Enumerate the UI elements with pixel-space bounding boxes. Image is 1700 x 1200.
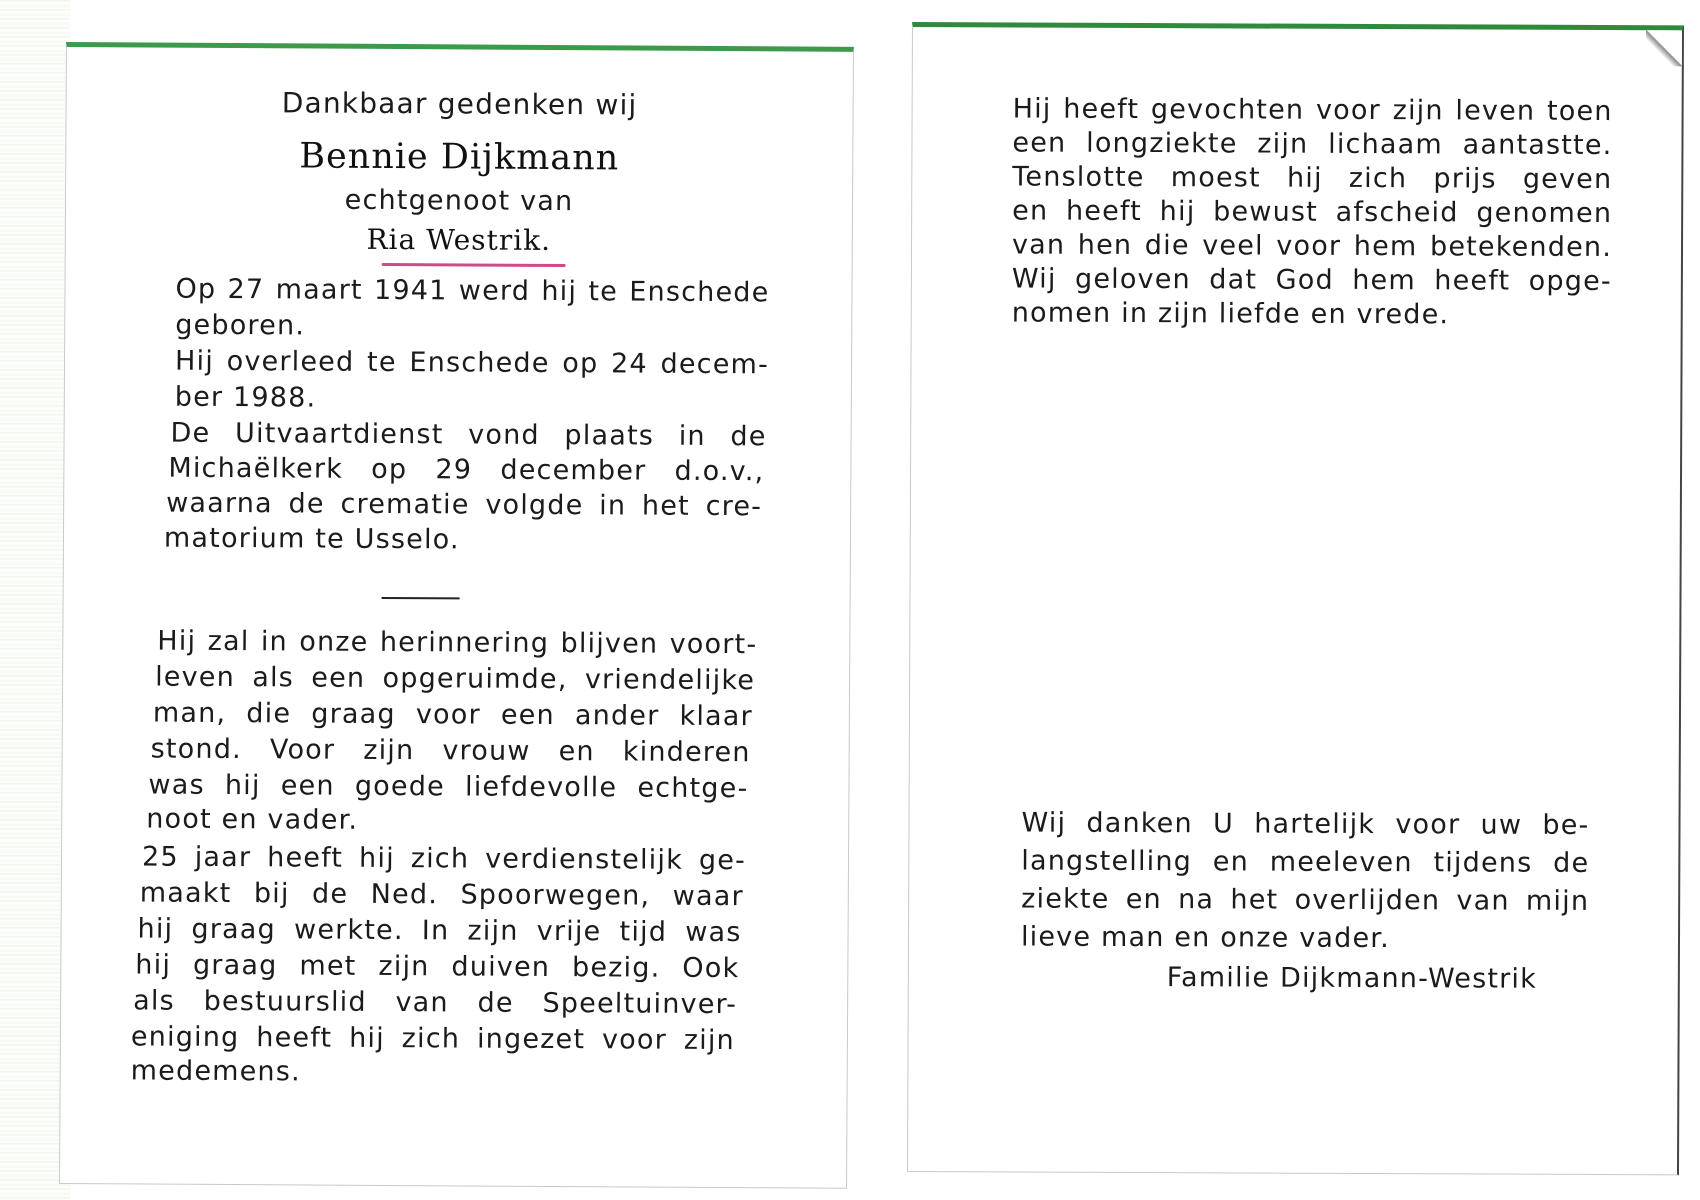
illness-paragraph <box>913 27 1682 331</box>
bio-line: De Uitvaartdienst vond plaats in de <box>170 417 767 453</box>
bio-line: ber 1988. <box>174 381 317 414</box>
remembrance-line: medemens. <box>130 1055 301 1088</box>
bio-line: Hij overleed te Enschede op 24 decem- <box>174 345 770 381</box>
remembrance-line: man, die graag voor een ander klaar <box>152 697 753 733</box>
section-divider <box>382 597 460 599</box>
remembrance-line: maakt bij de Ned. Spoorwegen, waar <box>139 877 744 913</box>
spouse-underline <box>382 263 566 267</box>
remembrance-line: als bestuurslid van de Speeltuinver- <box>133 985 738 1021</box>
remembrance-line: stond. Voor zijn vrouw en kinderen <box>150 733 751 769</box>
memorial-card-left <box>59 42 854 1189</box>
thanks-line: Wij danken U hartelijk voor uw be- <box>1021 807 1590 841</box>
remembrance-line: Hij zal in onze herinnering blijven voort- <box>157 625 758 661</box>
folded-corner <box>1646 30 1682 66</box>
thanks-line: lieve man en onze vader. <box>1020 921 1390 955</box>
deceased-name: Bennie Dijkmann <box>299 136 620 179</box>
illness-line: en heeft hij bewust afscheid genomen <box>1012 195 1613 230</box>
remembrance-line: noot en vader. <box>146 803 359 836</box>
thanks-line: langstelling en meeleven tijdens de <box>1021 845 1590 879</box>
bio-line: geboren. <box>175 309 306 342</box>
illness-line: Wij geloven dat God hem heeft opge- <box>1011 263 1612 298</box>
remembrance-line: hij graag werkte. In zijn vrije tijd was <box>137 913 742 949</box>
bio-line: Op 27 maart 1941 werd hij te Enschede <box>175 273 770 309</box>
remembrance-line: leven als een opgeruimde, vriendelijke <box>155 661 756 697</box>
remembrance-line: hij graag met zijn duiven bezig. Ook <box>135 949 740 985</box>
illness-line: Tenslotte moest hij zich prijs geven <box>1012 161 1613 196</box>
intro-text: Dankbaar gedenken wij <box>281 86 638 122</box>
illness-line: Hij heeft gevochten voor zijn leven toen <box>1012 93 1613 128</box>
remembrance-line: was hij een goede liefdevolle echtge- <box>148 769 749 805</box>
remembrance-line: eniging heeft hij zich ingezet voor zijn <box>130 1021 736 1057</box>
illness-line: van hen die veel voor hem betekenden. <box>1011 229 1613 264</box>
family-signature: Familie Dijkmann-Westrik <box>1166 962 1538 995</box>
remembrance-line: 25 jaar heeft hij zich verdienstelijk ge- <box>141 841 747 877</box>
illness-line: nomen in zijn liefde en vrede. <box>1011 297 1450 331</box>
spouse-name: Ria Westrik. <box>366 222 552 257</box>
illness-line: een longziekte zijn lichaam aantastte. <box>1012 127 1613 162</box>
bio-line: matorium te Usselo. <box>163 522 460 556</box>
memorial-card-right <box>907 22 1684 1175</box>
relation-text: echtgenoot van <box>344 184 574 218</box>
bio-line: Michaëlkerk op 29 december d.o.v., <box>168 452 765 488</box>
bio-line: waarna de crematie volgde in het cre- <box>166 487 763 523</box>
thanks-line: ziekte en na het overlijden van mijn <box>1021 883 1590 917</box>
